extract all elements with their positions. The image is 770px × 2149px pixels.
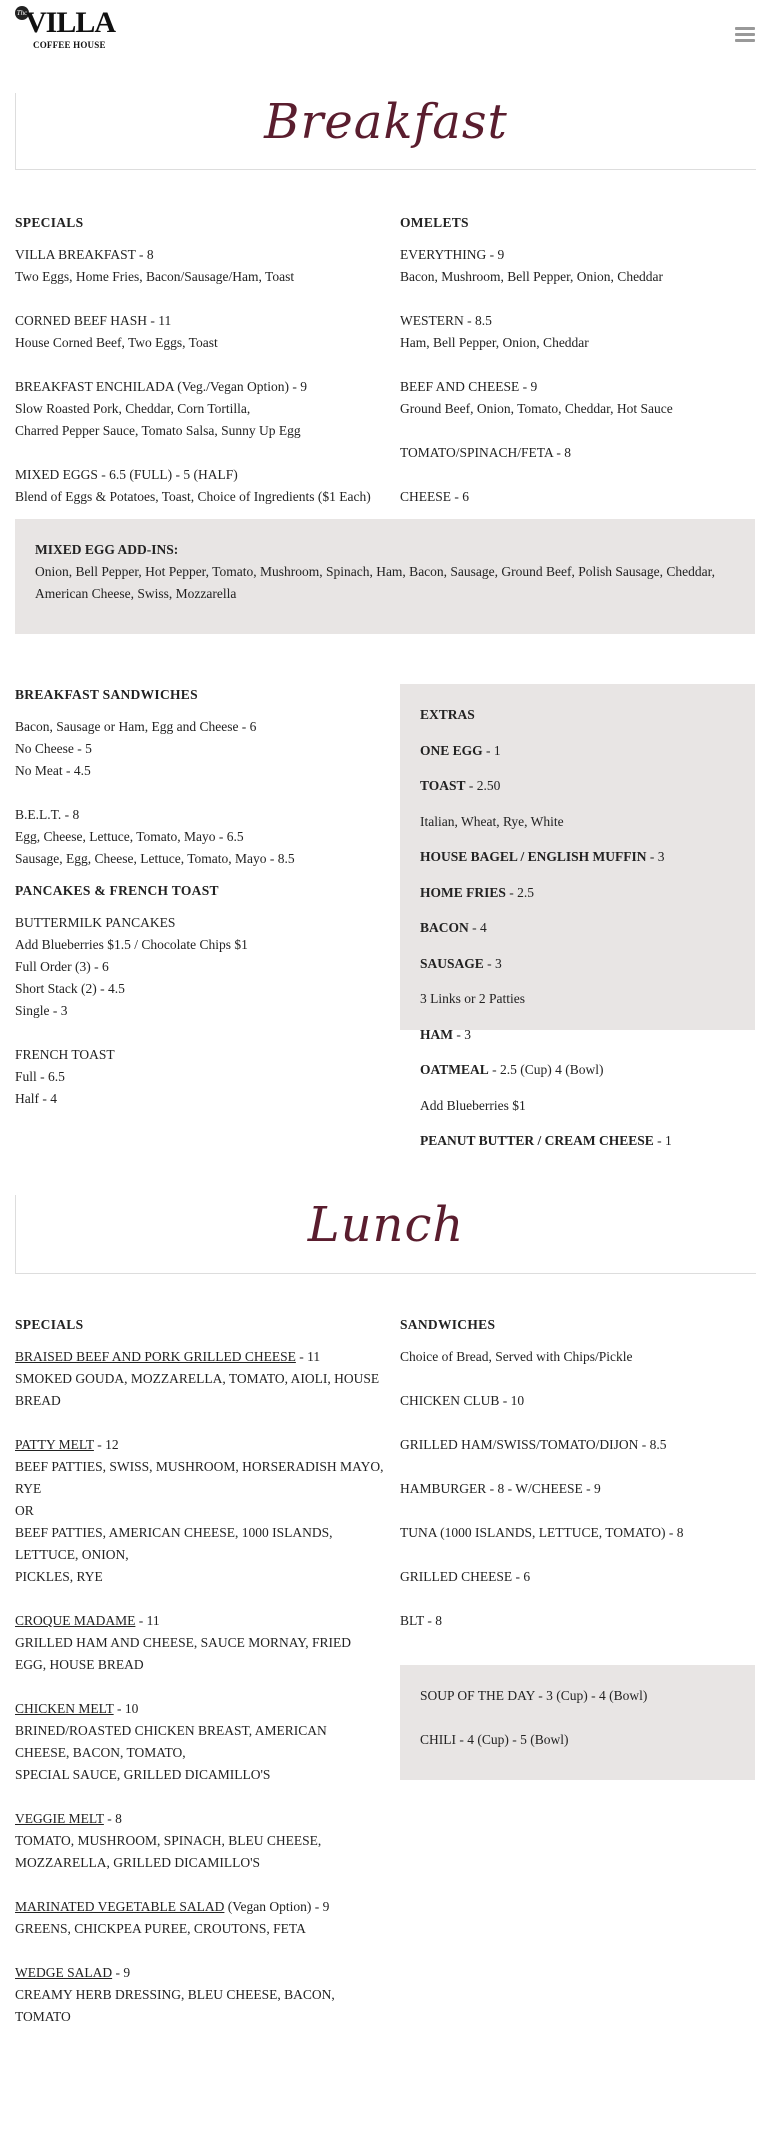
lunch-item-price: - 10 [113, 1701, 139, 1716]
extra-item [420, 775, 735, 797]
chili-line: CHILI - 4 (Cup) - 5 (Bowl) [420, 1732, 569, 1747]
extra-item-detail: - 1 [653, 1133, 672, 1148]
lunch-item-desc: GRILLED HAM AND CHEESE, SAUCE MORNAY, FRIED [15, 1635, 352, 1650]
addins-heading: MIXED EGG ADD-INS: [35, 542, 179, 557]
pancakes-heading: PANCAKES & FRENCH TOAST [15, 883, 219, 898]
lunch-item-desc: TOMATO [15, 2009, 71, 2024]
lunch-item-price: - 11 [135, 1613, 160, 1628]
lunch-item-price: - 11 [295, 1349, 321, 1364]
breakfast-title: Breakfast [264, 94, 508, 150]
menu-item-name: WESTERN - 8.5 [400, 313, 492, 328]
soup-line: SOUP OF THE DAY - 3 (Cup) - 4 (Bowl) [420, 1688, 648, 1703]
lunch-sandwiches [400, 1314, 755, 1632]
omelets [400, 212, 755, 508]
lunch-item-desc: GREENS, CHICKPEA PUREE, CROUTONS, FETA [15, 1921, 306, 1936]
omelets-heading: OMELETS [400, 215, 469, 230]
extra-item-name: BACON [420, 920, 469, 935]
lunch-item-desc: CREAMY HERB DRESSING, BLEU CHEESE, BACON, [15, 1987, 335, 2002]
lunch-item-desc: OR [15, 1503, 34, 1518]
extra-item [420, 1130, 735, 1152]
header [0, 0, 770, 70]
extra-item-detail: - 2.5 (Cup) 4 (Bowl) [488, 1062, 604, 1077]
lunch-item-desc: SPECIAL SAUCE, GRILLED DICAMILLO'S [15, 1767, 271, 1782]
extra-item-detail: - 1 [482, 742, 501, 758]
lunch-item-price: (Vegan Option) - 9 [224, 1899, 330, 1914]
extra-item-detail: - 3 [483, 955, 502, 971]
lunch-item-desc: RYE [15, 1481, 42, 1496]
lunch-item-desc: SMOKED GOUDA, MOZZARELLA, TOMATO, AIOLI, HOUSE [15, 1371, 380, 1386]
extra-item-name: TOAST [420, 778, 466, 793]
lunch-item-title [15, 1808, 385, 1830]
lunch-item-desc: BRINED/ROASTED CHICKEN BREAST, AMERICAN [15, 1723, 327, 1738]
extra-item [420, 846, 735, 868]
menu-item-name: BEEF AND CHEESE - 9 [400, 379, 538, 394]
lunch-item-name[interactable]: CROQUE MADAME [15, 1613, 136, 1628]
extra-item-detail: - 4 [468, 920, 487, 935]
menu-item-name: TOMATO/SPINACH/FETA - 8 [400, 445, 571, 460]
lunch-item-price: - 12 [93, 1437, 119, 1452]
menu-line: Egg, Cheese, Lettuce, Tomato, Mayo - 6.5 [15, 829, 244, 844]
menu-line: B.E.L.T. - 8 [15, 807, 80, 822]
lunch-item-desc: EGG, HOUSE BREAD [15, 1657, 144, 1672]
extra-item [420, 811, 735, 833]
menu-item-desc: Charred Pepper Sauce, Tomato Salsa, Sunny Up Egg [15, 423, 301, 438]
breakfast-specials [15, 212, 385, 508]
extra-item [420, 953, 735, 975]
extra-item-detail: - 3 [453, 1026, 471, 1042]
menu-item-name: CORNED BEEF HASH - 11 [15, 313, 172, 328]
menu-item-desc: Blend of Eggs & Potatoes, Toast, Choice of Ingredients ($1 Each) [15, 489, 371, 504]
lunch-item-name[interactable]: VEGGIE MELT [15, 1811, 104, 1826]
menu-line: BLT - 8 [400, 1613, 443, 1628]
menu-hamburger-icon[interactable] [735, 27, 755, 43]
extras-box [400, 684, 755, 1148]
extra-item [420, 882, 735, 904]
lunch-item-title [15, 1896, 385, 1918]
extra-item [420, 1059, 735, 1081]
lunch-item-title [15, 1434, 385, 1456]
lunch-item-desc: MOZZARELLA, GRILLED DICAMILLO'S [15, 1855, 261, 1870]
extra-item-name: SAUSAGE [420, 955, 484, 971]
lunch-item-desc: TOMATO, MUSHROOM, SPINACH, BLEU CHEESE, [15, 1833, 322, 1848]
menu-item-desc: Ham, Bell Pepper, Onion, Cheddar [400, 335, 589, 350]
specials-heading: SPECIALS [15, 215, 84, 230]
menu-line: Half - 4 [15, 1091, 57, 1106]
addins-box [15, 519, 755, 634]
extra-item-detail: Add Blueberries $1 [420, 1097, 526, 1113]
lunch-item-name[interactable]: WEDGE SALAD [15, 1965, 113, 1980]
extra-item [420, 740, 735, 762]
breakfast-header [15, 93, 756, 170]
lunch-item-title [15, 1962, 385, 1984]
lunch-item-title [15, 1698, 385, 1720]
menu-line: TUNA (1000 ISLANDS, LETTUCE, TOMATO) - 8 [400, 1525, 684, 1540]
menu-line: Full - 6.5 [15, 1069, 65, 1084]
menu-line: BUTTERMILK PANCAKES [15, 915, 176, 930]
menu-item-name: CHEESE - 6 [400, 489, 469, 504]
menu-item-name: VILLA BREAKFAST - 8 [15, 247, 154, 262]
extra-item-name: HAM [420, 1026, 453, 1042]
menu-line: No Meat - 4.5 [15, 763, 91, 778]
lunch-item-desc: BEEF PATTIES, SWISS, MUSHROOM, HORSERADISH MAYO, [15, 1459, 384, 1474]
lunch-item-title [15, 1610, 385, 1632]
lunch-item-desc: LETTUCE, ONION, [15, 1547, 129, 1562]
lunch-item-name[interactable]: BRAISED BEEF AND PORK GRILLED CHEESE [15, 1349, 296, 1364]
lunch-item-price: - 8 [103, 1811, 122, 1826]
extra-item [420, 917, 735, 939]
extra-item-name: ONE EGG [420, 742, 483, 758]
extra-item-detail: Italian, Wheat, Rye, White [420, 813, 564, 829]
lunch-item-name[interactable]: PATTY MELT [15, 1437, 94, 1452]
menu-line: Short Stack (2) - 4.5 [15, 981, 125, 996]
extras-heading: EXTRAS [420, 707, 475, 722]
logo-subtitle: COFFEE HOUSE [33, 40, 106, 50]
menu-item-name: BREAKFAST ENCHILADA (Veg./Vegan Option) - 9 [15, 379, 307, 394]
logo[interactable] [15, 6, 116, 54]
extra-item [420, 988, 735, 1010]
extra-item-name: HOUSE BAGEL / ENGLISH MUFFIN [420, 849, 647, 864]
menu-line: Bacon, Sausage or Ham, Egg and Cheese - 6 [15, 719, 257, 734]
lunch-item-desc: PICKLES, RYE [15, 1569, 103, 1584]
logo-badge: The [15, 6, 29, 20]
lunch-specials [15, 1314, 385, 2028]
lunch-item-desc: CHEESE, BACON, TOMATO, [15, 1745, 186, 1760]
menu-line: GRILLED CHEESE - 6 [400, 1569, 531, 1584]
extra-item-detail: 3 Links or 2 Patties [420, 991, 525, 1006]
extra-item-detail: - 2.50 [465, 778, 501, 793]
menu-line: CHICKEN CLUB - 10 [400, 1393, 525, 1408]
lunch-sandwiches-heading: SANDWICHES [400, 1317, 496, 1332]
sandwiches-heading: BREAKFAST SANDWICHES [15, 687, 198, 702]
menu-item-name: EVERYTHING - 9 [400, 247, 505, 262]
breakfast-sandwiches [15, 684, 385, 1110]
menu-line: FRENCH TOAST [15, 1047, 115, 1062]
menu-line: No Cheese - 5 [15, 741, 92, 756]
lunch-item-price: - 9 [112, 1965, 131, 1980]
menu-item-desc: Ground Beef, Onion, Tomato, Cheddar, Hot Sauce [400, 401, 673, 416]
menu-item-desc: House Corned Beef, Two Eggs, Toast [15, 335, 218, 350]
soups-box [400, 1665, 755, 1780]
addins-line: Onion, Bell Pepper, Hot Pepper, Tomato, Mushroom, Spinach, Ham, Bacon, Sausage, Ground Beef, Polish Sausage, Cheddar, [35, 564, 715, 579]
menu-line: Sausage, Egg, Cheese, Lettuce, Tomato, Mayo - 8.5 [15, 851, 295, 866]
extra-item-detail: - 2.5 [505, 884, 535, 900]
extra-item-name: HOME FRIES [420, 884, 506, 900]
lunch-item-title [15, 1346, 385, 1368]
menu-item-desc: Bacon, Mushroom, Bell Pepper, Onion, Cheddar [400, 269, 664, 284]
logo-name: VILLA [25, 6, 116, 39]
menu-line: Add Blueberries $1.5 / Chocolate Chips $1 [15, 937, 248, 952]
addins-line: American Cheese, Swiss, Mozzarella [35, 586, 237, 601]
menu-item-desc: Two Eggs, Home Fries, Bacon/Sausage/Ham, Toast [15, 269, 295, 284]
lunch-item-desc: BREAD [15, 1393, 61, 1408]
lunch-item-name[interactable]: MARINATED VEGETABLE SALAD [15, 1899, 225, 1914]
extra-item [420, 1095, 735, 1117]
lunch-item-name[interactable]: CHICKEN MELT [15, 1701, 114, 1716]
extra-item-detail: - 3 [646, 849, 665, 864]
lunch-title: Lunch [307, 1197, 465, 1253]
menu-line: Single - 3 [15, 1003, 68, 1018]
extra-item-name: OATMEAL [420, 1062, 489, 1077]
extra-item [420, 1024, 735, 1046]
menu-line: Full Order (3) - 6 [15, 959, 109, 974]
extra-item-name: PEANUT BUTTER / CREAM CHEESE [420, 1133, 654, 1148]
menu-line: HAMBURGER - 8 - W/CHEESE - 9 [400, 1481, 601, 1496]
menu-line: GRILLED HAM/SWISS/TOMATO/DIJON - 8.5 [400, 1437, 667, 1452]
menu-item-name: MIXED EGGS - 6.5 (FULL) - 5 (HALF) [15, 467, 238, 482]
menu-line: Choice of Bread, Served with Chips/Pickle [400, 1349, 633, 1364]
lunch-item-desc: BEEF PATTIES, AMERICAN CHEESE, 1000 ISLANDS, [15, 1525, 333, 1540]
menu-item-desc: Slow Roasted Pork, Cheddar, Corn Tortilla, [15, 401, 251, 416]
lunch-specials-heading: SPECIALS [15, 1317, 84, 1332]
lunch-header [15, 1195, 756, 1274]
